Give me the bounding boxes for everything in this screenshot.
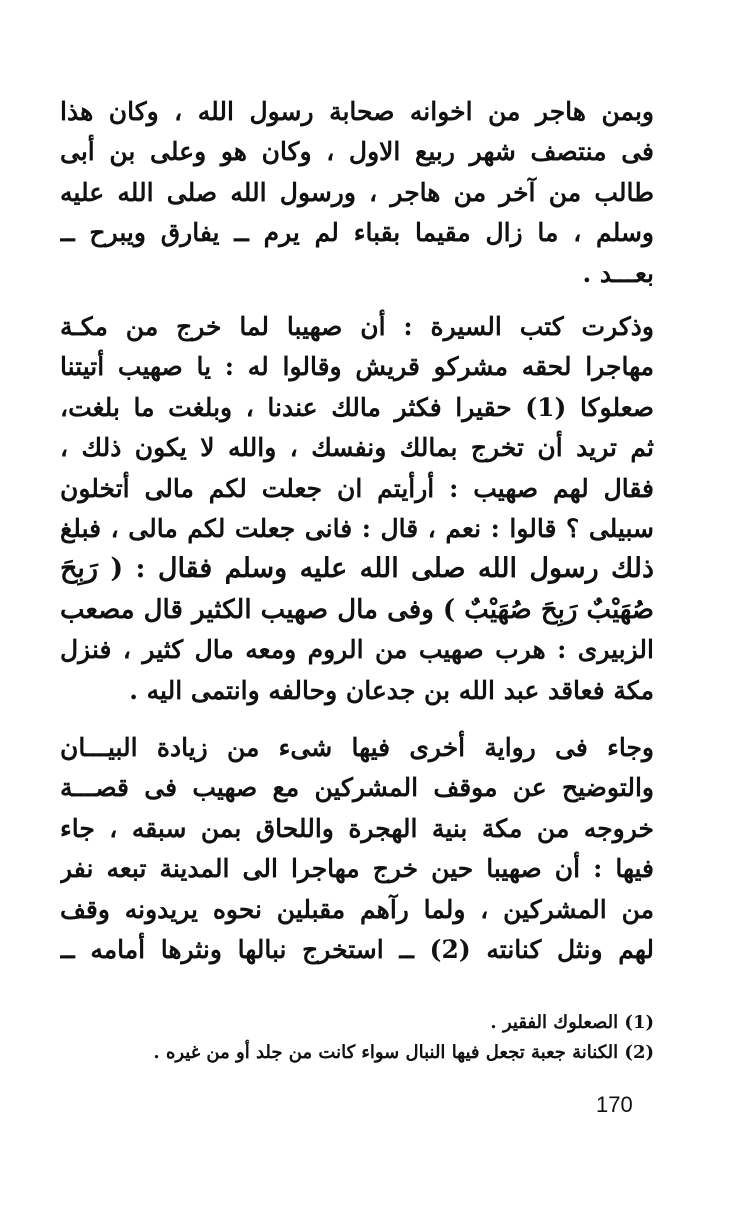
paragraph-3 [60,728,654,970]
text-line: فيها : أن صهيبا حين خرج مهاجرا الى المدينة تبعه نفر [60,854,654,884]
text-line: سبيلى ؟ قالوا : نعم ، قال : فانى جعلت لكم مالى ، فبلغ [60,514,654,544]
text-line: صعلوكا (1) حقيرا فكثر مالك عندنا ، وبلغت ما بلغت، [60,392,654,422]
text-line: طالب من آخر من هاجر ، ورسول الله صلى الله عليه [60,177,654,207]
text-line: بعـــد . [582,258,654,288]
paragraph-2 [60,307,654,711]
text-line: مكة فعاقد عبد الله بن جدعان وحالفه وانتمى اليه . [129,675,654,705]
text-line: مهاجرا لحقه مشركو قريش وقالوا له : يا صهيب أتيتنا [60,352,654,382]
footnotes [60,1008,654,1068]
footnote-2: (2) الكنانة جعبة تجعل فيها النبال سواء كانت من جلد أو من غيره . [153,1042,654,1063]
text-line: وجاء فى رواية أخرى فيها شىء من زيادة البيـــان [60,733,654,762]
text-line: ثم تريد أن تخرج بمالك ونفسك ، والله لا يكون ذلك ، [60,433,654,463]
text-line: والتوضيح عن موقف المشركين مع صهيب فى قصـــة [60,773,654,803]
text-line: وسلم ، ما زال مقيما بقباء لم يرم ــ يفارق ويبرح ــ [60,218,654,248]
footnote-1: (1) الصعلوك الفقير . [490,1012,654,1033]
text-line: خروجه من مكة بنية الهجرة واللحاق بمن سبقه ، جاء [60,813,654,843]
text-line: من المشركين ، ولما رآهم مقبلين نحوه يريدونه وقف [60,894,654,924]
text-line: وبمن هاجر من اخوانه صحابة رسول الله ، وكان هذا [60,97,654,126]
text-line: وذكرت كتب السيرة : أن صهيبا لما خرج من مكـة [60,312,654,341]
text-line: الزبيرى : هرب صهيب من الروم ومعه مال كثير ، فنزل [60,635,654,665]
text-line: فقال لهم صهيب : أرأيتم ان جعلت لكم مالى أتخلون [60,473,654,503]
text-line: لهم ونثل كنانته (2) ــ استخرج نبالها ونثرها أمامه ــ [60,935,654,965]
page-number: 170 [596,1092,633,1117]
text-line: صُهَيْبٌ رَبِحَ صُهَيْبٌ ) وفى مال صهيب الكثير قال مصعب [60,594,654,625]
text-line: فى منتصف شهر ربيع الاول ، وكان هو وعلى بن أبى [60,137,654,167]
paragraph-1 [60,92,654,294]
text-line: ذلك رسول الله صلى الله عليه وسلم فقال : ( رَبِحَ [60,553,654,585]
